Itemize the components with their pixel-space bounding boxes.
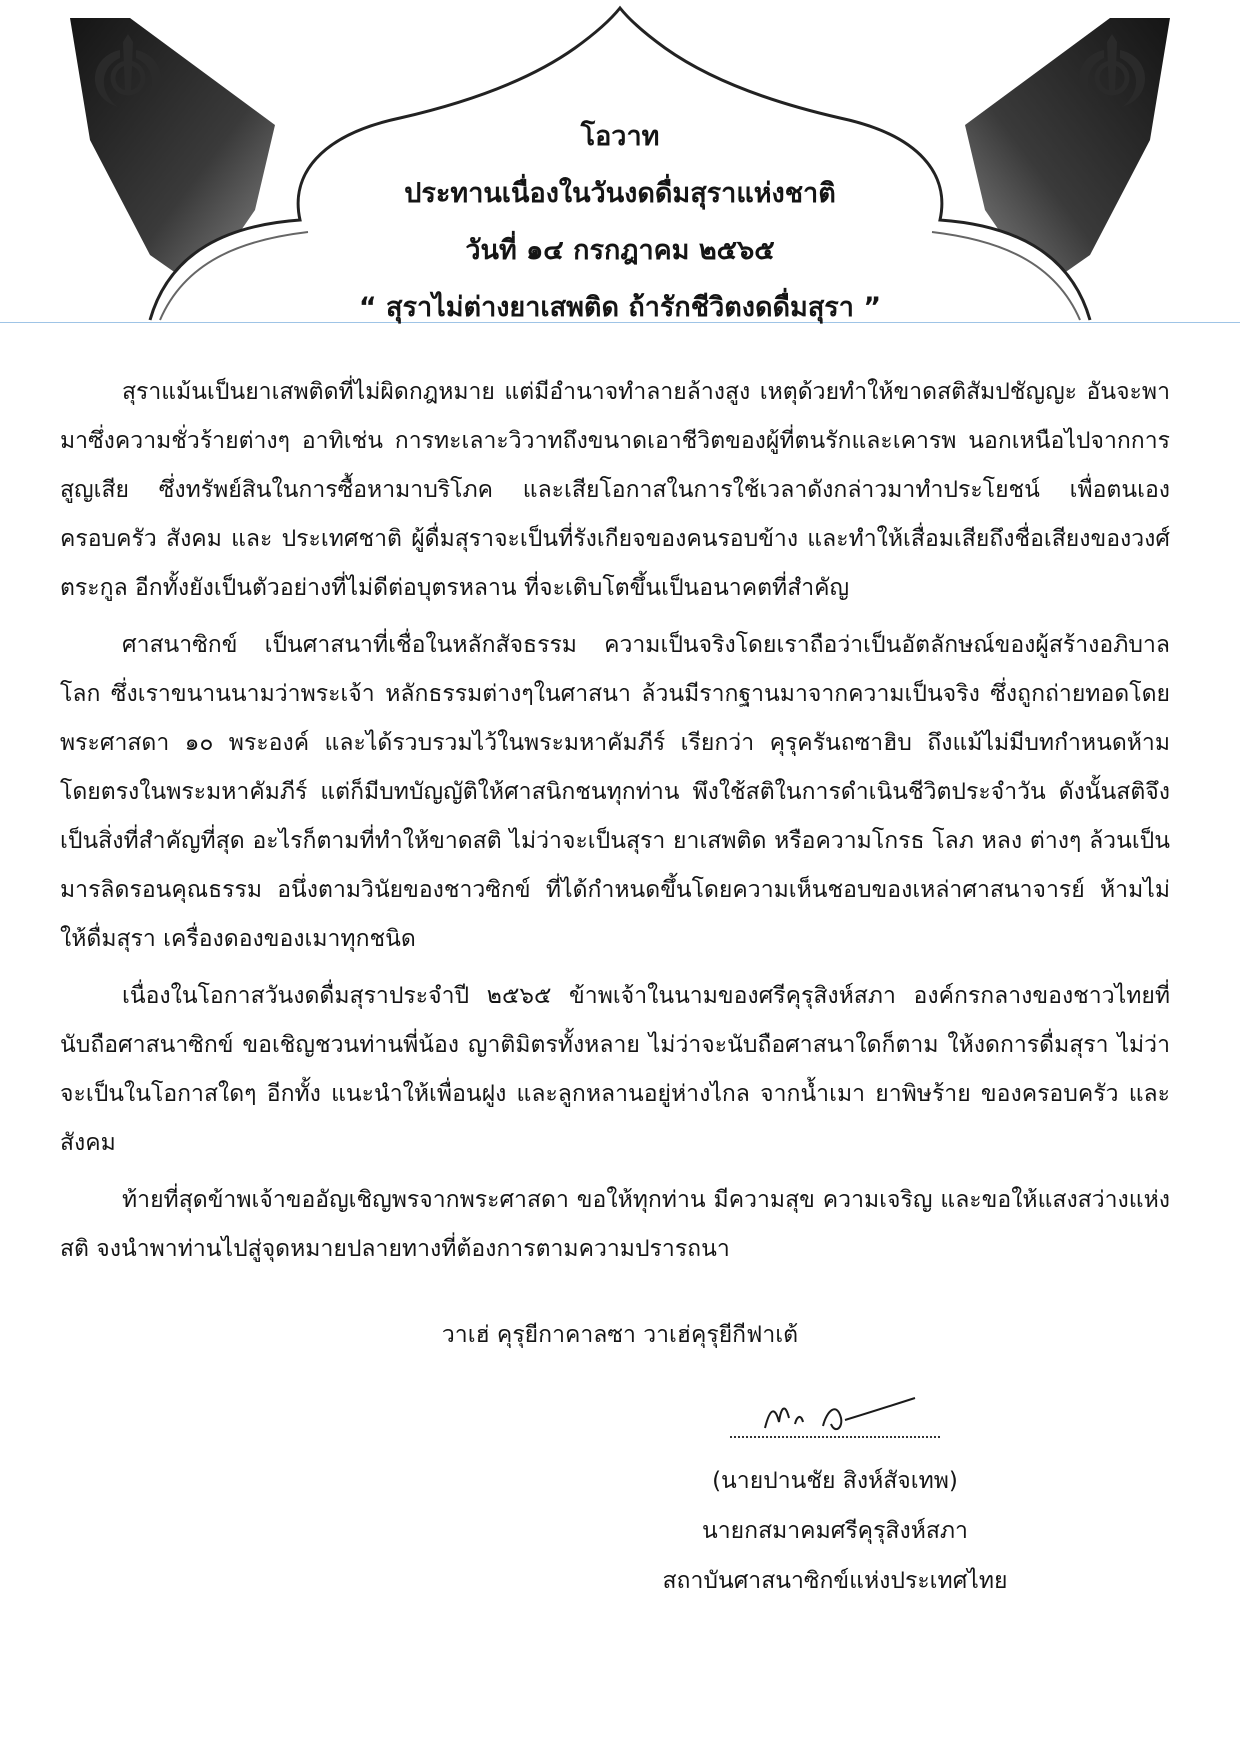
signature-line — [730, 1436, 940, 1438]
paragraph: เนื่องในโอกาสวันงดดื่มสุราประจำปี ๒๕๖๕ ข้าพเจ้าในนามของศรีคุรุสิงห์สภา องค์กรกลางของชาวไทยที่นับถือศาสนาซิกข์ ขอเชิญชวนท่านพี่น้อง ญาติมิตรทั้งหลาย ไม่ว่าจะนับถือศาสนาใดก็ตาม ให้งดการดื่มสุรา ไม่ว่าจะเป็นในโอกาสใดๆ อีกทั้ง แนะนำให้เพื่อนฝูง และลูกหลานอยู่ห่างไกล จากน้ำเมา ยาพิษร้าย ของครอบครัว และสังคม — [60, 983, 1170, 1156]
handwritten-signature — [745, 1388, 925, 1440]
signature-block — [620, 1388, 1050, 1606]
paragraph: สุราแม้นเป็นยาเสพติดที่ไม่ผิดกฎหมาย แต่มีอำนาจทำลายล้างสูง เหตุด้วยทำให้ขาดสติสัมปชัญญะ อันจะพามาซึ่งความชั่วร้ายต่างๆ อาทิเช่น การทะเลาะวิวาทถึงขนาดเอาชีวิตของผู้ที่ตนรักและเคารพ นอกเหนือไปจากการสูญเสีย ซึ่งทรัพย์สินในการซื้อหามาบริโภค และเสียโอกาสในการใช้เวลาดังกล่าวมาทำประโยชน์ เพื่อตนเอง ครอบครัว สังคม และ ประเทศชาติ ผู้ดื่มสุราจะเป็นที่รังเกียจของคนรอบข้าง และทำให้เสื่อมเสียถึงชื่อเสียงของวงศ์ตระกูล อีกทั้งยังเป็นตัวอย่างที่ไม่ดีต่อบุตรหลาน ที่จะเติบโตขึ้นเป็นอนาคตที่สำคัญ — [60, 379, 1170, 601]
signer-title: นายกสมาคมศรีคุรุสิงห์สภา — [702, 1518, 968, 1544]
body-text — [60, 368, 1170, 1282]
signer-organization: สถาบันศาสนาซิกข์แห่งประเทศไทย — [662, 1568, 1008, 1594]
doc-subtitle: ประทานเนื่องในวันงดดื่มสุราแห่งชาติ — [404, 178, 836, 209]
header-text — [0, 108, 1240, 336]
signer-name: (นายปานชัย สิงห์สัจเทพ) — [712, 1468, 958, 1494]
paragraph: ท้ายที่สุดข้าพเจ้าขออัญเชิญพรจากพระศาสดา ขอให้ทุกท่าน มีความสุข ความเจริญ และขอให้แสงสว่างแห่งสติ จงนำพาท่านไปสู่จุดหมายปลายทางที่ต้องการตามความปรารถนา — [60, 1187, 1170, 1262]
doc-slogan: “ สุราไม่ต่างยาเสพติด ถ้ารักชีวิตงดดื่มสุรา ” — [358, 292, 882, 323]
paragraph: ศาสนาซิกข์ เป็นศาสนาที่เชื่อในหลักสัจธรรม ความเป็นจริงโดยเราถือว่าเป็นอัตลักษณ์ของผู้สร้างอภิบาลโลก ซึ่งเราขนานนามว่าพระเจ้า หลักธรรมต่างๆในศาสนา ล้วนมีรากฐานมาจากความเป็นจริง ซึ่งถูกถ่ายทอดโดยพระศาสดา ๑๐ พระองค์ และได้รวบรวมไว้ในพระมหาคัมภีร์ เรียกว่า คุรุครันถซาฮิบ ถึงแม้ไม่มีบทกำหนดห้ามโดยตรงในพระมหาคัมภีร์ แต่ก็มีบทบัญญัติให้ศาสนิกชนทุกท่าน พึงใช้สติในการดำเนินชีวิตประจำวัน ดังนั้นสติจึงเป็นสิ่งที่สำคัญที่สุด อะไรก็ตามที่ทำให้ขาดสติ ไม่ว่าจะเป็นสุรา ยาเสพติด หรือความโกรธ โลภ หลง ต่างๆ ล้วนเป็นมารลิดรอนคุณธรรม อนึ่งตามวินัยของชาวซิกข์ ที่ได้กำหนดขึ้นโดยความเห็นชอบของเหล่าศาสนาจารย์ ห้ามไม่ให้ดื่มสุรา เครื่องดองของเมาทุกชนิด — [60, 632, 1170, 952]
doc-date: วันที่ ๑๔ กรกฎาคม ๒๕๖๕ — [465, 235, 775, 266]
doc-title: โอวาท — [580, 121, 660, 152]
closing-salutation: วาเฮ่ คุรุยีกาคาลซา วาเฮ่คุรุยีกีฟาเต้ — [441, 1322, 799, 1348]
